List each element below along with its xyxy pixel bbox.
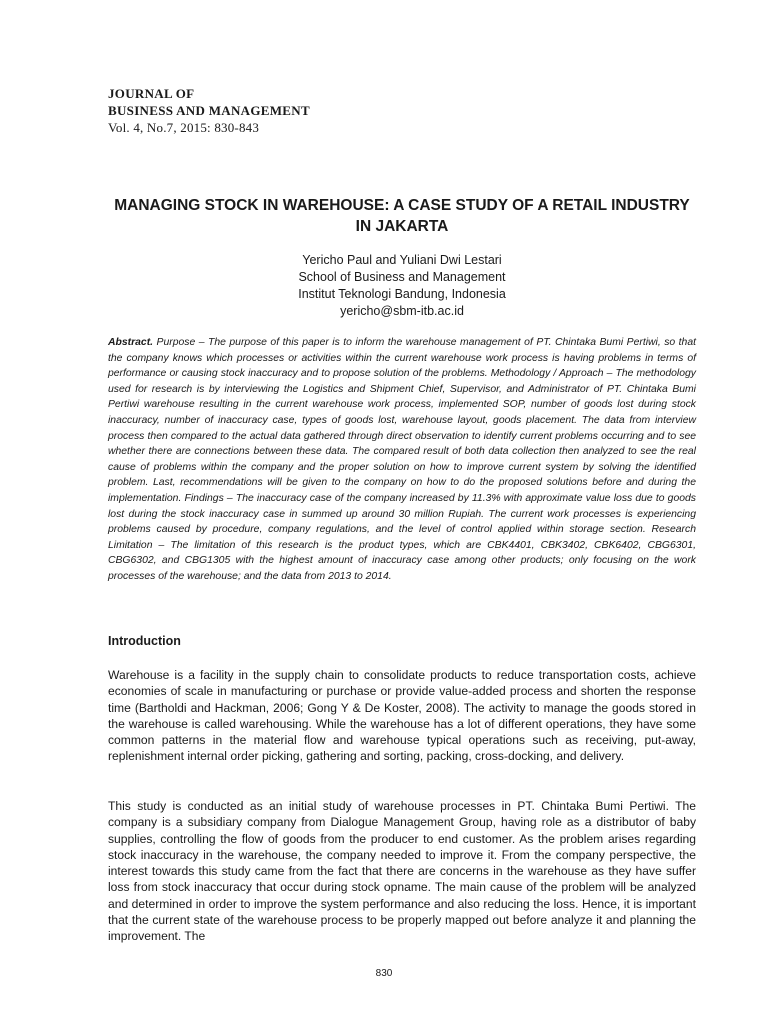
author-block	[108, 252, 696, 320]
author-institute: Institut Teknologi Bandung, Indonesia	[298, 287, 506, 301]
author-email: yericho@sbm-itb.ac.id	[340, 304, 464, 318]
introduction-paragraph-1: Warehouse is a facility in the supply chain to consolidate products to reduce transportation costs, achieve economies of scale in manufacturing or purchase or provide value-added process and shorten the response time (Bartholdi and Hackman, 2006; Gong Y & De Koster, 2008). The activity to manage the goods stored in the warehouse is called warehousing. While the warehouse has a lot of different operations, they have some common patterns in the material flow and warehouse typical operations such as receiving, put-away, replenishment internal order picking, gathering and sorting, packing, cross-docking, and delivery.	[108, 668, 696, 764]
journal-header	[108, 85, 310, 136]
abstract	[108, 335, 696, 585]
author-names: Yericho Paul and Yuliani Dwi Lestari	[302, 253, 502, 267]
journal-name-line2: BUSINESS AND MANAGEMENT	[108, 103, 310, 118]
journal-volume: Vol. 4, No.7, 2015: 830-843	[108, 120, 260, 135]
journal-name-line1: JOURNAL OF	[108, 86, 195, 101]
introduction-heading: Introduction	[108, 634, 181, 648]
abstract-text: Purpose – The purpose of this paper is to inform the warehouse management of PT. Chintaka Bumi Pertiwi, so that the company knows which processes or activities within the current warehouse work process is having problems in terms of performance or causing stock inaccuracy and to propose solution of the problems. Methodology / Approach – The methodology used for research is by interviewing the Logistics and Shipment Chief, Supervisor, and Administrator of PT. Chintaka Bumi Pertiwi warehouse resulting in the current warehouse work process, implemented SOP, number of goods lost during stock inaccuracy, number of inaccuracy case, types of goods lost, warehouse layout, goods placement. The data from interview process then compared to the actual data gathered through direct observation to identify current problems occurring and to see whether there are connections between these data. The compared result of both data collection then analyzed to see the real cause of problems within the company and the proper solution on how to improve current system by solving the identified problem. Last, recommendations will be given to the company on how to do the proposed solutions before and during the implementation. Findings – The inaccuracy case of the company increased by 11.3% with approximate value loss due to goods lost during the stock inaccuracy case in summed up around 30 million Rupiah. The current work processes is experiencing problems caused by procedure, company regulations, and the level of control applied within storage section. Research Limitation – The limitation of this research is the product types, which are CBK4401, CBK3402, CBK6402, CBG6301, CBG6302, and CBG1305 with the highest amount of inaccuracy case among other products; only focusing on the work processes of the warehouse; and the data from 2013 to 2014.	[108, 337, 697, 582]
abstract-label: Abstract.	[108, 337, 154, 348]
author-school: School of Business and Management	[298, 270, 506, 284]
introduction-paragraph-2: This study is conducted as an initial study of warehouse processes in PT. Chintaka Bumi Pertiwi. The company is a subsidiary company from Dialogue Management Group, having role as a distributor of baby supplies, controlling the flow of goods from the producer to end customer. As the problem arises regarding stock inaccuracy in the warehouse, the company needed to improve it. From the company perspective, the interest towards this study came from the fact that there are concerns in the warehouse as they have suffer loss from stock inaccuracy that occur during stock opname. The main cause of the problem will be analyzed and determined in order to improve the system performance and also reducing the loss. Hence, it is important that the current state of the warehouse process to be properly mapped out before analyze it and planning the improvement. The	[108, 799, 696, 944]
page-number: 830	[375, 968, 393, 979]
paper-title: MANAGING STOCK IN WAREHOUSE: A CASE STUDY OF A RETAIL INDUSTRY IN JAKARTA	[114, 197, 690, 235]
